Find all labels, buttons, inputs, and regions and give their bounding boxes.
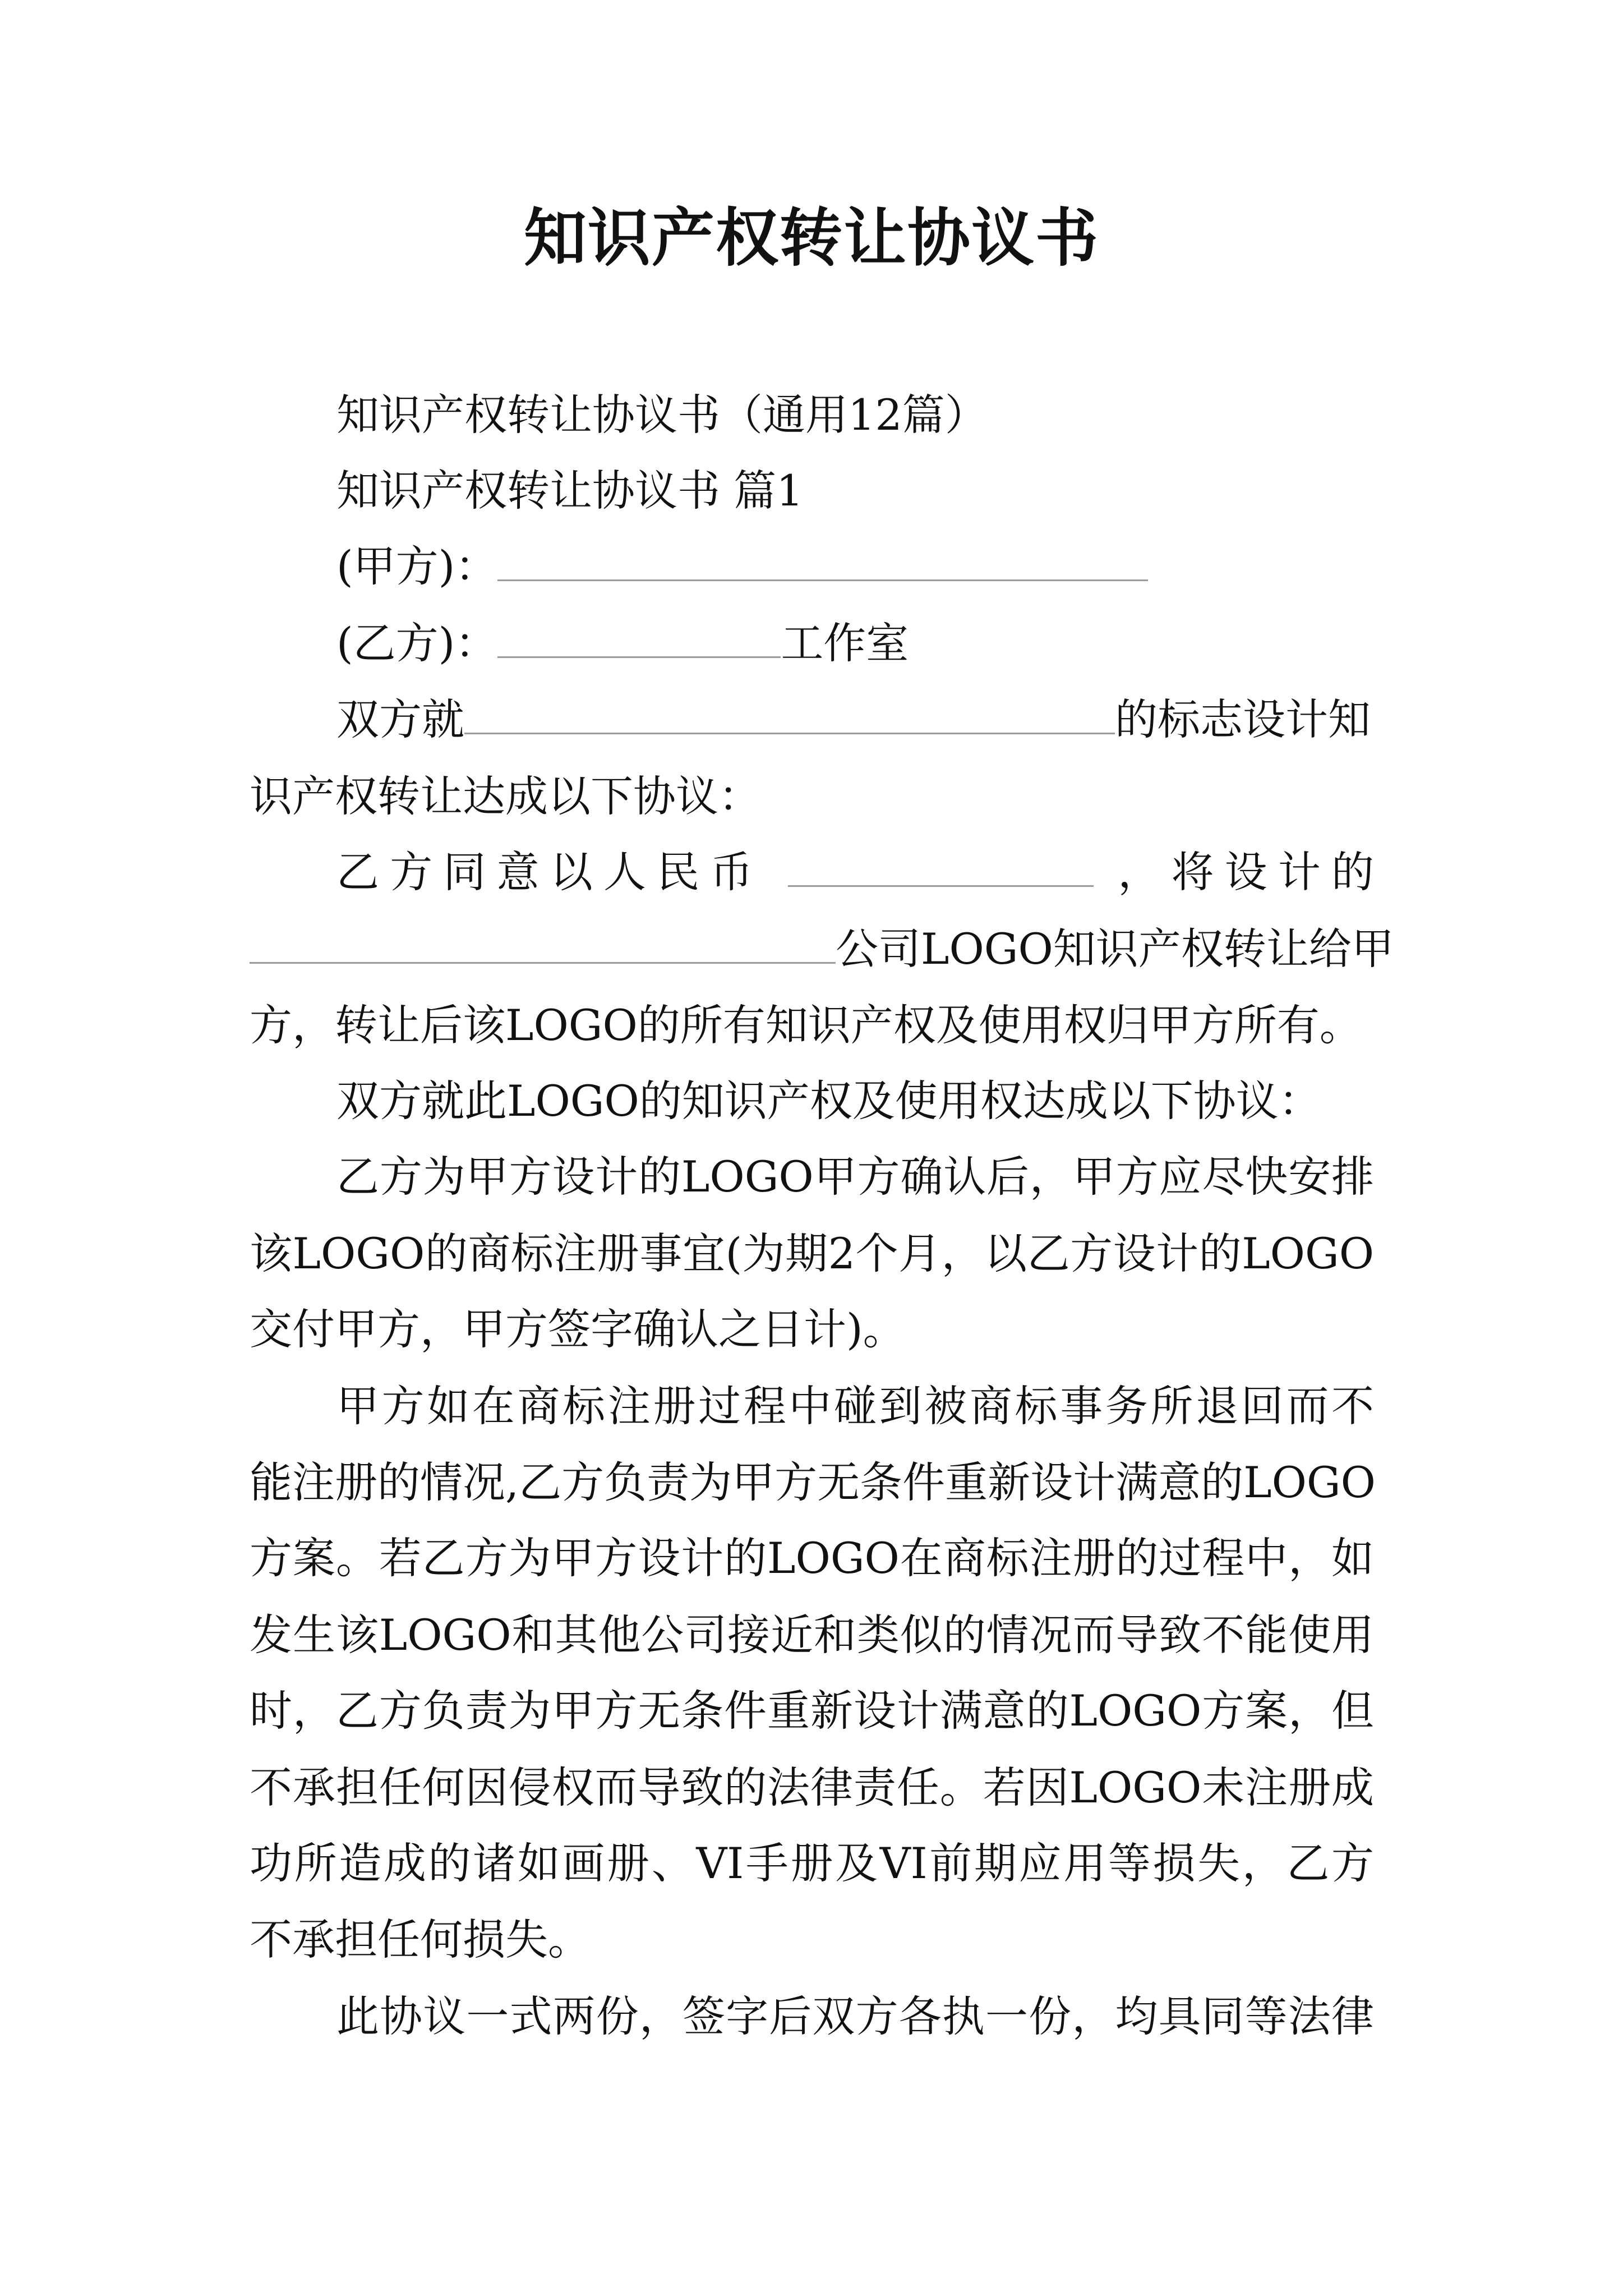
paragraph-line: 时，乙方负责为甲方无条件重新设计满意的LOGO方案，但 (250, 1686, 1374, 1736)
text-segment: 乙方同意以人民币 (336, 847, 764, 897)
party-b-label: (乙方)： (336, 618, 498, 668)
paragraph-line (0, 918, 1623, 980)
paragraph-line: 该LOGO的商标注册事宜(为期2个月，以乙方设计的LOGO (250, 1228, 1374, 1278)
paragraph-line: 功所造成的诸如画册、VI手册及VI前期应用等损失，乙方 (250, 1838, 1374, 1888)
party-a-blank[interactable] (497, 540, 1148, 581)
document-title: 知识产权转让协议书 (524, 201, 1099, 275)
paragraph-line (336, 841, 1374, 903)
paragraph-line: 识产权转让达成以下协议： (250, 771, 761, 821)
paragraph-line: 不承担任何因侵权而导致的法律责任。若因LOGO未注册成 (250, 1763, 1374, 1812)
chapter-heading: 知识产权转让协议书 篇1 (336, 466, 804, 516)
text-segment: 双方就 (336, 694, 464, 744)
subtitle-line: 知识产权转让协议书（通用12篇） (336, 390, 988, 440)
party-b-suffix: 工作室 (781, 618, 909, 668)
party-b-line (0, 613, 1623, 674)
company-blank[interactable] (250, 923, 836, 964)
paragraph-line: 乙方为甲方设计的LOGO甲方确认后，甲方应尽快安排 (336, 1152, 1374, 1202)
text-segment: 公司LOGO知识产权转让给甲 (836, 924, 1394, 974)
paragraph-line: 方案。若乙方为甲方设计的LOGO在商标注册的过程中，如 (250, 1533, 1374, 1583)
paragraph-line (0, 689, 1623, 751)
text-segment: ，将设计的 (1118, 847, 1375, 897)
paragraph-line: 交付甲方，甲方签字确认之日计)。 (250, 1304, 906, 1354)
design-subject-blank[interactable] (464, 693, 1115, 734)
paragraph-line: 发生该LOGO和其他公司接近和类似的情况而导致不能使用 (250, 1610, 1374, 1660)
paragraph-line: 甲方如在商标注册过程中碰到被商标事务所退回而不 (336, 1381, 1374, 1431)
price-blank[interactable] (788, 846, 1094, 887)
party-b-blank[interactable] (497, 617, 781, 658)
paragraph-line: 双方就此LOGO的知识产权及使用权达成以下协议： (336, 1076, 1321, 1126)
paragraph-line: 不承担任何损失。 (250, 1915, 591, 1964)
text-segment: 的标志设计知 (1115, 694, 1371, 744)
party-a-label: (甲方)： (336, 541, 498, 591)
paragraph-line: 方，转让后该LOGO的所有知识产权及使用权归甲方所有。 (250, 1000, 1362, 1050)
paragraph-line: 此协议一式两份，签字后双方各执一份，均具同等法律 (336, 1991, 1374, 2041)
party-a-line (0, 536, 1623, 597)
paragraph-line: 能注册的情况,乙方负责为甲方无条件重新设计满意的LOGO (250, 1457, 1376, 1507)
